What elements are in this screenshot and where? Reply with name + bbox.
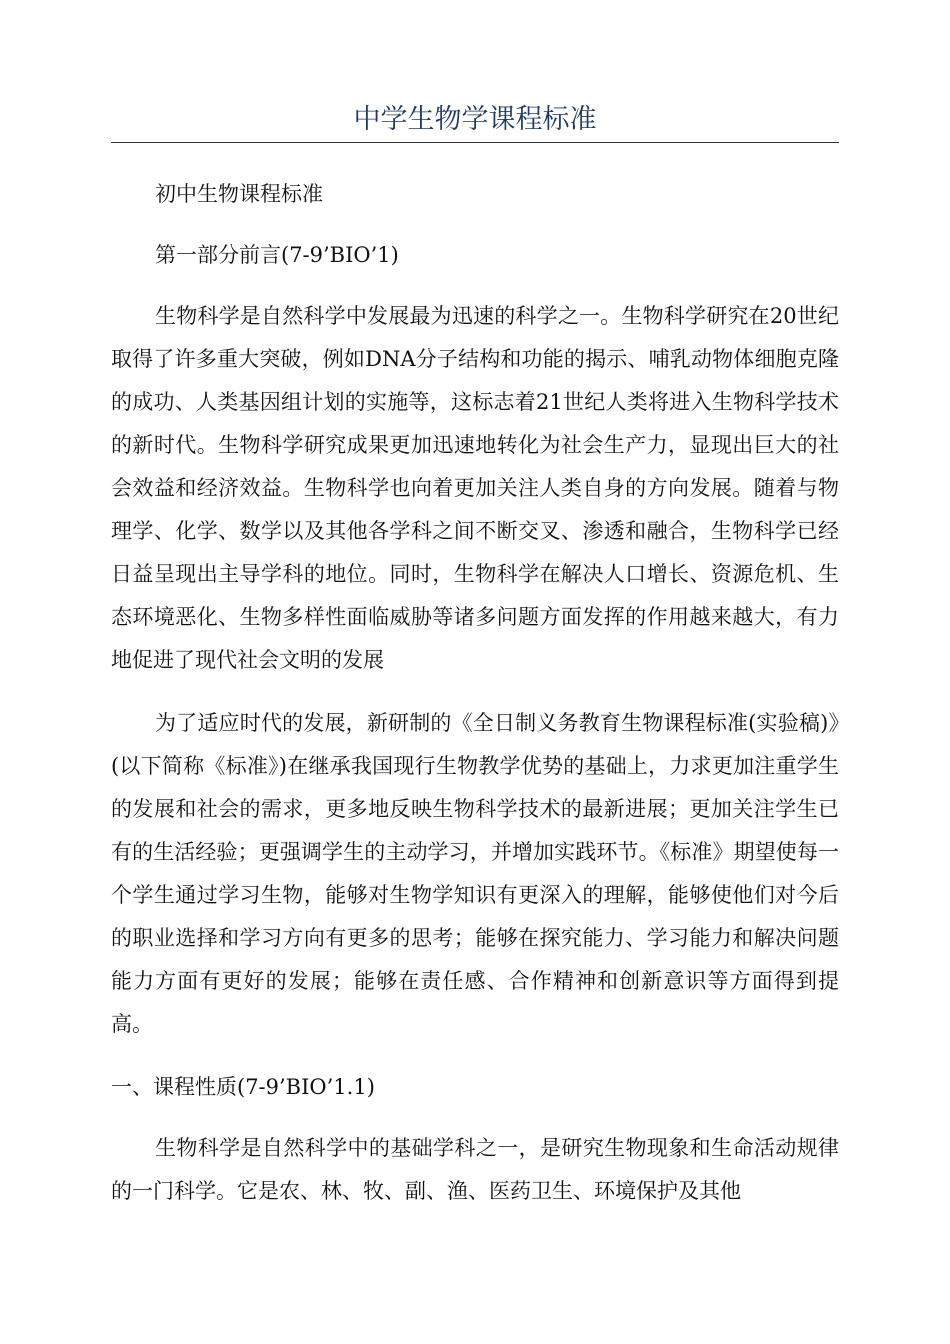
- document-page: [111, 100, 839, 1213]
- part-heading: 第一部分前言(7-9’BIO’1): [155, 243, 399, 267]
- body-paragraph-2: 为了适应时代的发展，新研制的《全日制义务教育生物课程标准(实验稿)》(以下简称《标准》)在继承我国现行生物教学优势的基础上，力求更加注重学生的发展和社会的需求，更多地反映生物科学技术的最新进展；更加关注学生已有的生活经验；更强调学生的主动学习，并增加实践环节。《标准》期望使每一个学生通过学习生物，能够对生物学知识有更深入的理解，能够使他们对今后的职业选择和学习方向有更多的思考；能够在探究能力、学习能力和解决问题能力方面有更好的发展；能够在责任感、合作精神和创新意识等方面得到提高。: [111, 711, 839, 1036]
- document-title: 中学生物学课程标准: [111, 100, 839, 143]
- body-paragraph-1: 生物科学是自然科学中发展最为迅速的科学之一。生物科学研究在20世纪取得了许多重大突破，例如DNA分子结构和功能的揭示、哺乳动物体细胞克隆的成功、人类基因组计划的实施等，这标志着21世纪人类将进入生物科学技术的新时代。生物科学研究成果更加迅速地转化为社会生产力，显现出巨大的社会效益和经济效益。生物科学也向着更加关注人类自身的方向发展。随着与物理学、化学、数学以及其他各学科之间不断交叉、渗透和融合，生物科学已经日益呈现出主导学科的地位。同时，生物科学在解决人口增长、资源危机、生态环境恶化、生物多样性面临威胁等诸多问题方面发挥的作用越来越大，有力地促进了现代社会文明的发展: [111, 304, 839, 672]
- document-subtitle: 初中生物课程标准: [155, 182, 323, 206]
- section-heading: 一、课程性质(7-9’BIO’1.1): [111, 1075, 375, 1099]
- body-paragraph-3: 生物科学是自然科学中的基础学科之一，是研究生物现象和生命活动规律的一门科学。它是农、林、牧、副、渔、医药卫生、环境保护及其他: [111, 1136, 839, 1203]
